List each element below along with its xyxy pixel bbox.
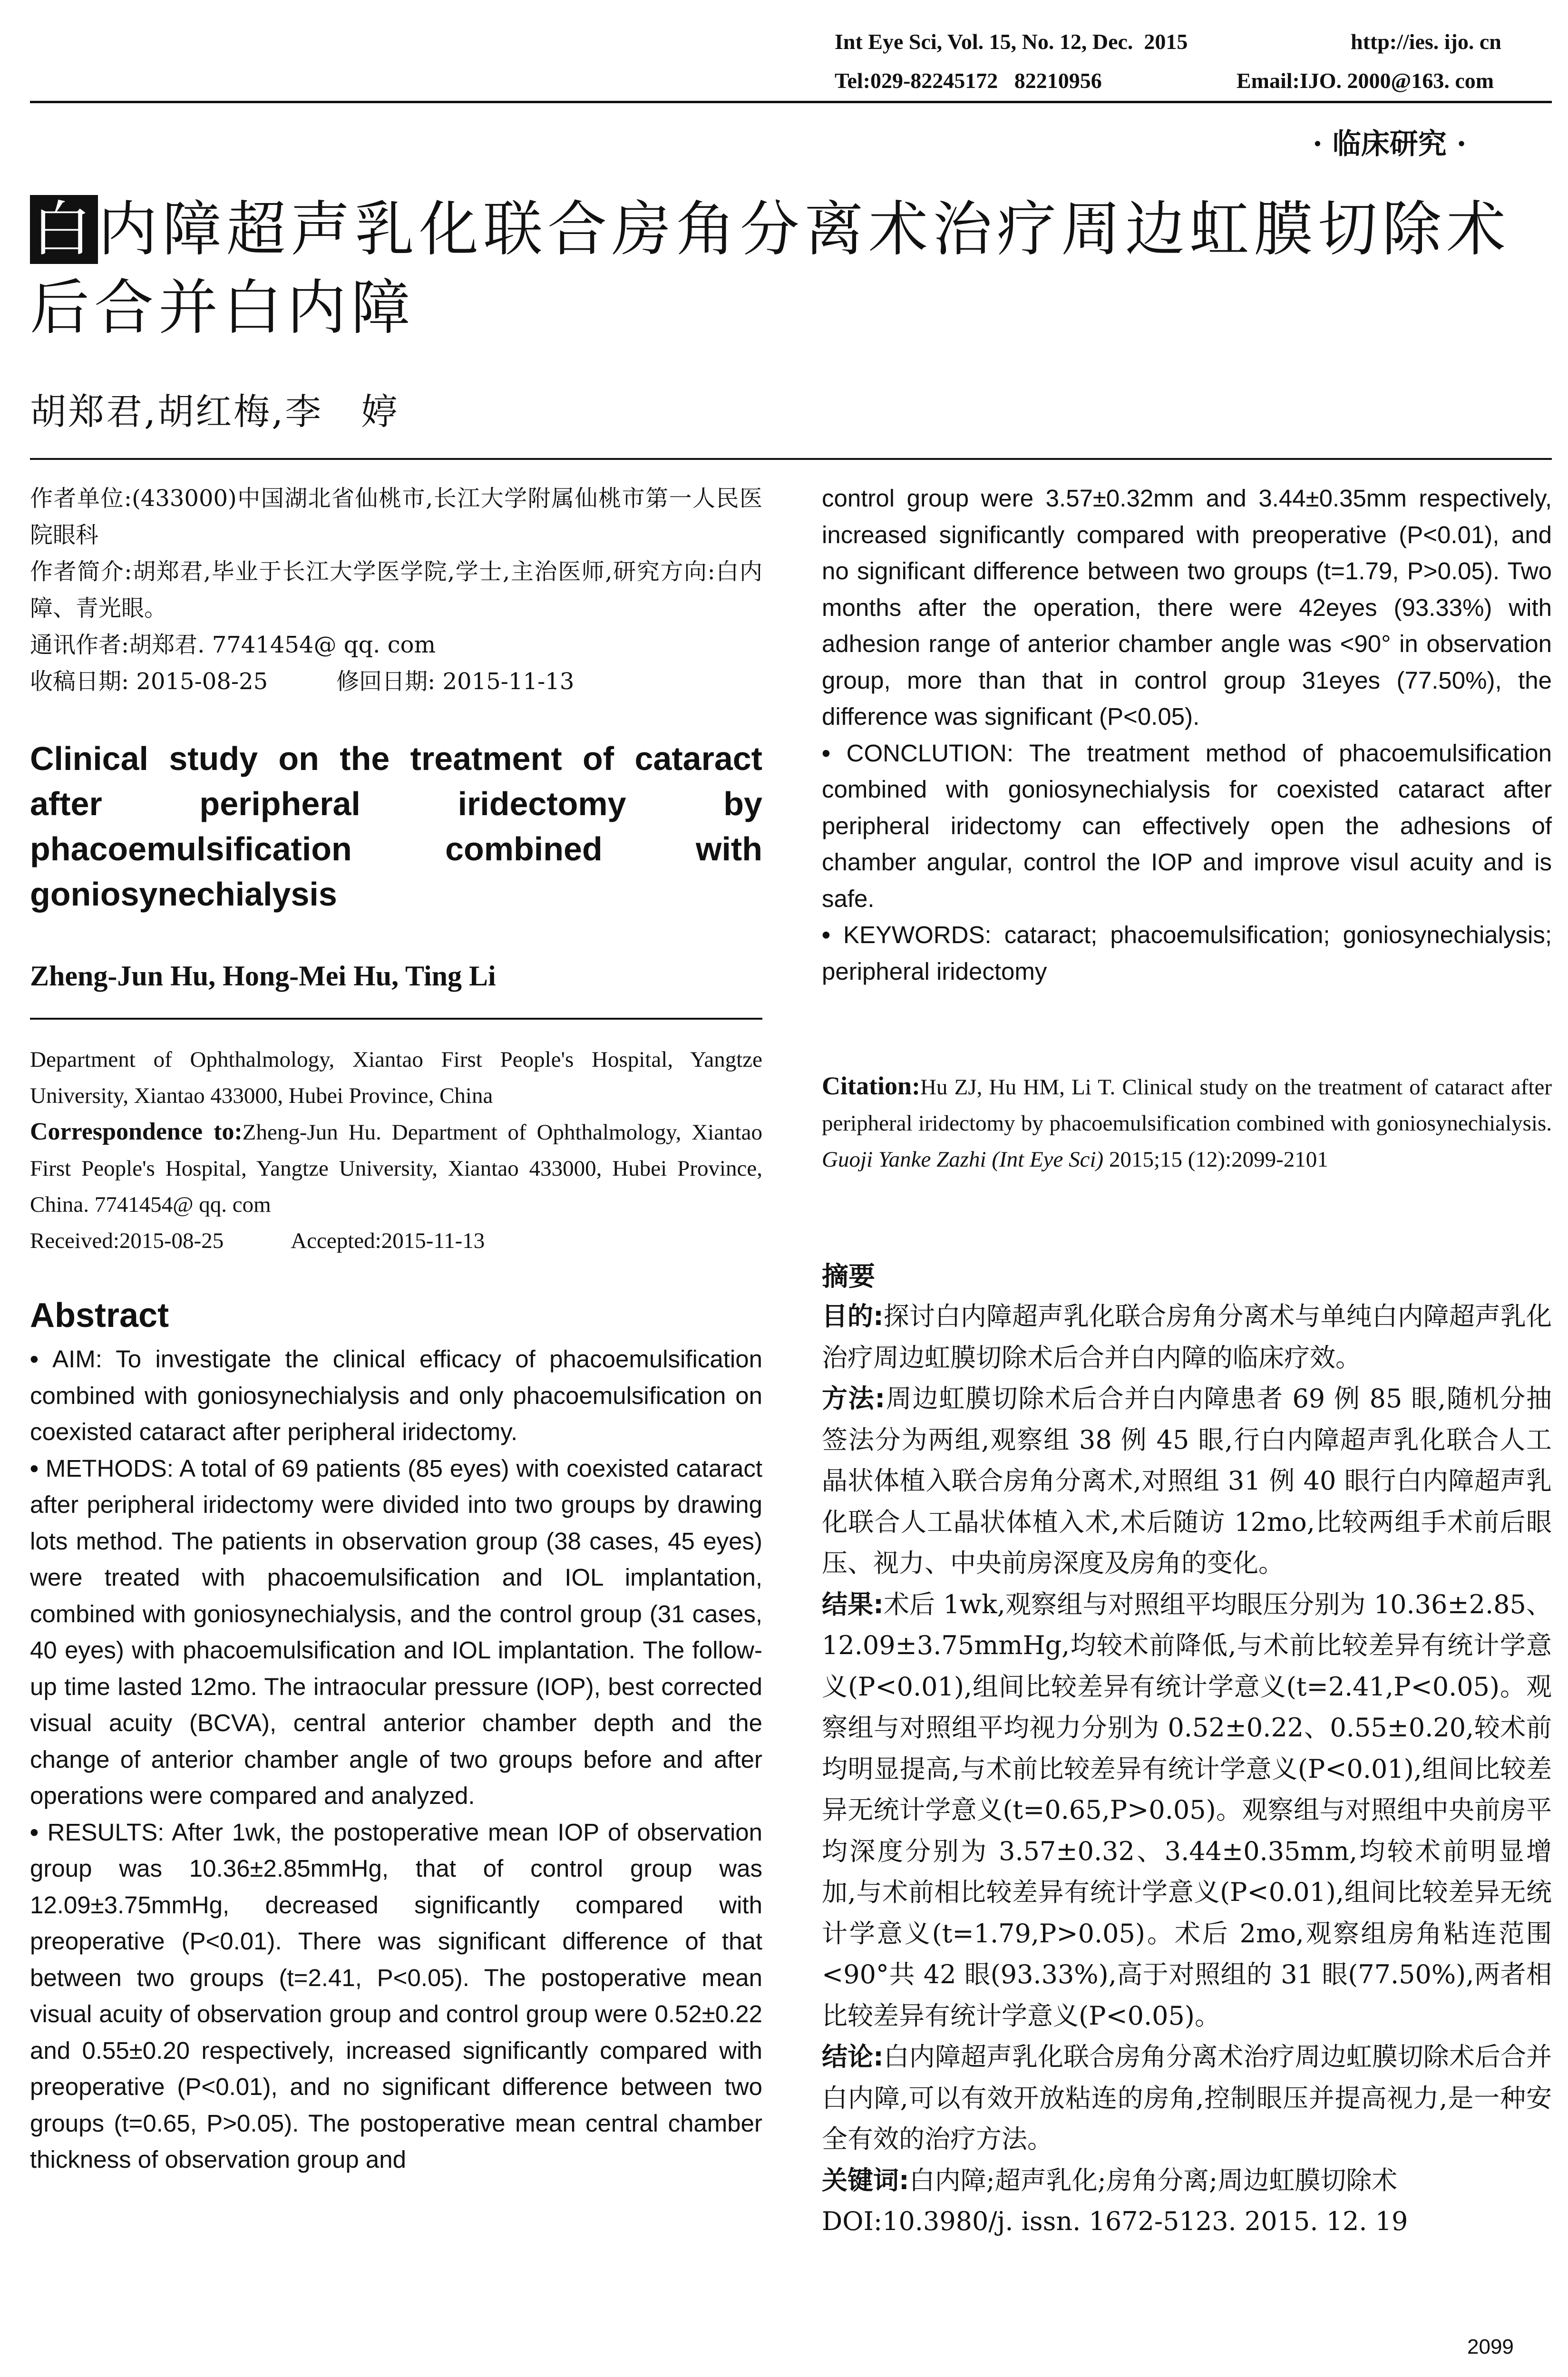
cn-methods: 周边虹膜切除术后合并白内障患者 69 例 85 眼,随机分抽签法分为两组,观察组 38 例 45 眼,行白内障超声乳化联合人工晶状体植入联合房角分离术,对照组 31 例 40 眼行白内障超声乳化联合人工晶状体植入术,术后随访 12mo,比较两组手术前后眼压、视力、中央前房深度及房角的变化。 (822, 1383, 1552, 1578)
abstract-results-cont: control group were 3.57±0.32mm and 3.44±0.35mm respectively, increased significantly compared with preoperative (P<0.01), and no significant difference between two groups (t=1.79, P>0.05). Two months after the operation, there were 42eyes (93.33%) with adhesion range of anterior chamber angle was <90° in observation group, more than that in control group 31eyes (77.50%), the difference was significant (P<0.05). (822, 485, 1552, 730)
journal-info: Int Eye Sci, Vol. 15, No. 12, Dec. 2015 (835, 29, 1188, 54)
abstract-conclusion: • CONCLUTION: The treatment method of phacoemulsification combined with goniosynechialysis for coexisted cataract after peripheral iridectomy can effectively open the adhesions of chamber angular, control the IOP and improve visul acuity and is safe. (822, 735, 1552, 917)
journal-url[interactable]: http://ies. ijo. cn (1351, 29, 1501, 54)
citation-label: Citation: (822, 1072, 920, 1100)
abstract-right (822, 480, 1552, 990)
received-accepted: Received:2015-08-25 Accepted:2015-11-13 (30, 1228, 485, 1253)
title-first-char: 白 (30, 195, 98, 264)
cn-keywords-label: 关键词: (822, 2165, 909, 2195)
article-title-en: Clinical study on the treatment of cataract after peripheral iridectomy by phacoemulsification combined with goniosynechialysis (30, 740, 762, 913)
header-rule (30, 101, 1552, 103)
page-number: 2099 (1467, 2335, 1514, 2358)
cn-abstract (822, 1296, 1552, 2242)
article-title-cn (30, 190, 1542, 347)
corresponding-author: 通讯作者:胡郑君. 7741454@ qq. com (30, 632, 436, 658)
doi[interactable]: DOI:10.3980/j. issn. 1672-5123. 2015. 12. 19 (822, 2206, 1408, 2236)
cn-aim: 探讨白内障超声乳化联合房角分离术与单纯白内障超声乳化治疗周边虹膜切除术后合并白内障的临床疗效。 (822, 1301, 1552, 1373)
affiliation-block (30, 1042, 762, 1259)
correspondence: Zheng-Jun Hu. Department of Ophthalmology, Xiantao First People's Hospital, Yangtze University, Xiantao 433000, Hubei Province, China. 7741454@ qq. com (30, 1120, 762, 1217)
author-bio: 作者简介:胡郑君,毕业于长江大学医学院,学士,主治医师,研究方向:白内障、青光眼。 (30, 558, 762, 622)
journal-email[interactable]: Email:IJO. 2000@163. com (1237, 68, 1494, 93)
authors-en: Zheng-Jun Hu, Hong-Mei Hu, Ting Li (30, 960, 496, 992)
affiliation: Department of Ophthalmology, Xiantao First People's Hospital, Yangtze University, Xiantao 433000, Hubei Province, China (30, 1047, 762, 1108)
citation-text: Hu ZJ, Hu HM, Li T. Clinical study on the treatment of cataract after peripheral iridectomy by phacoemulsification combined with goniosynechialysis. (822, 1075, 1552, 1136)
citation (822, 1068, 1552, 1178)
section-label: · 临床研究 · (1313, 127, 1467, 161)
abstract-methods: • METHODS: A total of 69 patients (85 eyes) with coexisted cataract after peripheral iridectomy were divided into two groups by drawing lots method. The patients in observation group (38 cases, 45 eyes) were treated with phacoemulsification and IOL implantation, combined with goniosynechialysis, and the control group (31 cases, 40 eyes) with phacoemulsification and IOL implantation. The follow-up time lasted 12mo. The intraocular pressure (IOP), best corrected visual acuity (BCVA), central anterior chamber depth and the change of anterior chamber angle of two groups before and after operations were compared and analyzed. (30, 1451, 762, 1814)
title-rule (30, 458, 1552, 460)
authors-cn: 胡郑君,胡红梅,李 婷 (30, 390, 399, 433)
cn-conclusion: 白内障超声乳化联合房角分离术治疗周边虹膜切除术后合并白内障,可以有效开放粘连的房角,控制眼压并提高视力,是一种安全有效的治疗方法。 (822, 2042, 1552, 2154)
cn-results: 术后 1wk,观察组与对照组平均眼压分别为 10.36±2.85、12.09±3.75mmHg,均较术前降低,与术前比较差异有统计学意义(P<0.01),组间比较差异有统计学意义(t=2.41,P<0.05)。观察组与对照组平均视力分别为 0.52±0.22、0.55±0.20,较术前均明显提高,与术前比较差异有统计学意义(P<0.01),组间比较差异无统计学意义(t=0.65,P>0.05)。观察组与对照组中央前房平均深度分别为 3.57±0.32、3.44±0.35mm,均较术前明显增加,与术前相比较差异有统计学意义(P<0.01),组间比较差异无统计学意义(t=1.79,P>0.05)。术后 2mo,观察组房角粘连范围<90°共 42 眼(93.33%),高于对照组的 31 眼(77.50%),两者相比较差异有统计学意义(P<0.05)。 (822, 1589, 1552, 2031)
cn-meta (30, 480, 762, 700)
cn-conclusion-label: 结论: (822, 2042, 884, 2072)
abstract-keywords: • KEYWORDS: cataract; phacoemulsification; goniosynechialysis; peripheral iridectomy (822, 917, 1552, 990)
cn-aim-label: 目的: (822, 1301, 884, 1331)
abstract-left (30, 1341, 762, 2178)
author-unit: 作者单位:(433000)中国湖北省仙桃市,长江大学附属仙桃市第一人民医院眼科 (30, 485, 762, 548)
cn-dates: 收稿日期: 2015-08-25 修回日期: 2015-11-13 (30, 668, 575, 695)
abstract-results: • RESULTS: After 1wk, the postoperative mean IOP of observation group was 10.36±2.85mmHg, that of control group was 12.09±3.75mmHg, decreased significantly compared with preoperative (P<0.01). There was significant difference of that between two groups (t=2.41, P<0.05). The postoperative mean visual acuity of observation group and control group were 0.52±0.22 and 0.55±0.20 respectively, increased significantly compared with preoperative (P<0.01), and no significant difference between two groups (t=0.65, P>0.05). The postoperative mean central chamber thickness of observation group and (30, 1814, 762, 2178)
journal-tel: Tel:029-82245172 82210956 (835, 68, 1102, 93)
cn-methods-label: 方法: (822, 1383, 886, 1413)
cn-results-label: 结果: (822, 1589, 884, 1619)
cn-abstract-heading: 摘要 (822, 1261, 875, 1292)
abstract-aim: • AIM: To investigate the clinical efficacy of phacoemulsification combined with goniosynechialysis and only phacoemulsification on coexisted cataract after peripheral iridectomy. (30, 1341, 762, 1451)
cn-keywords: 白内障;超声乳化;房角分离;周边虹膜切除术 (909, 2165, 1398, 2195)
citation-tail: 2015;15 (12):2099-2101 (1103, 1147, 1328, 1172)
correspondence-label: Correspondence to: (30, 1118, 243, 1145)
authors-rule (30, 1018, 762, 1020)
abstract-heading: Abstract (30, 1296, 169, 1335)
citation-journal: Guoji Yanke Zazhi (Int Eye Sci) (822, 1147, 1104, 1172)
title-rest: 内障超声乳化联合房角分离术治疗周边虹膜切除术后合并白内障 (30, 195, 1510, 342)
